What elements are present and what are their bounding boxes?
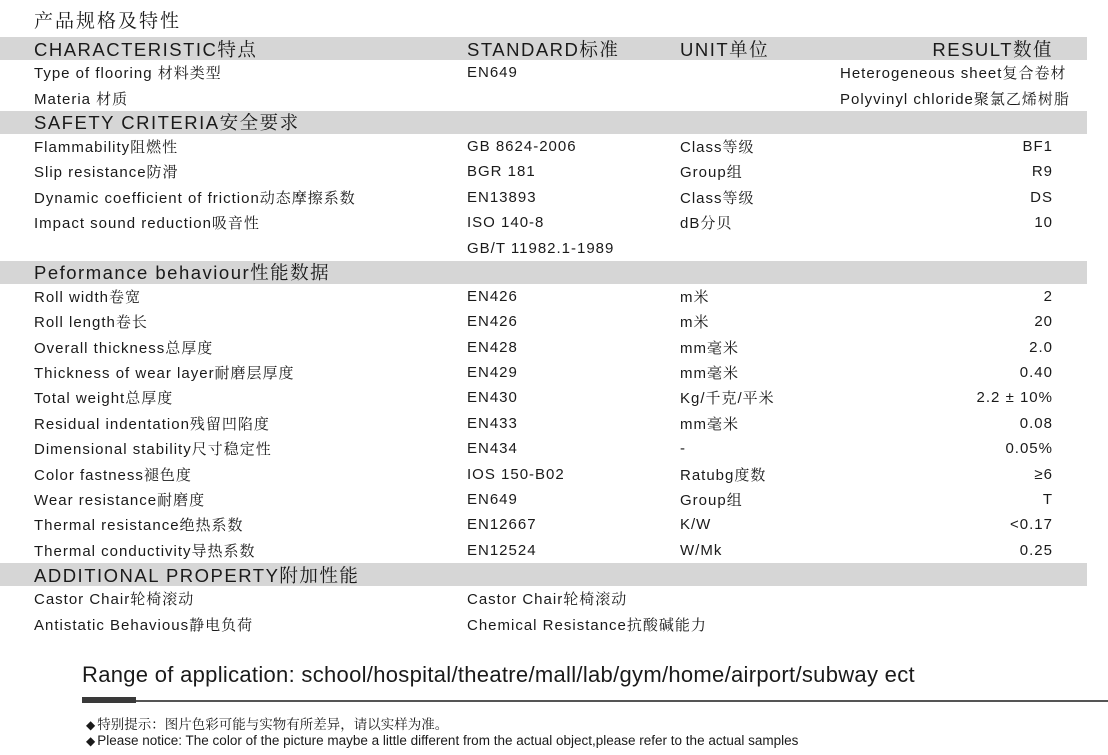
- row-name: Roll length卷长: [34, 314, 148, 332]
- page-title: 产品规格及特性: [34, 11, 182, 32]
- row-unit: Kg/千克/平米: [680, 390, 775, 408]
- row-name: Type of flooring 材料类型: [34, 65, 222, 83]
- table-row: [0, 335, 1087, 360]
- table-row: [0, 611, 1087, 636]
- row-result: Heterogeneous sheet复合卷材: [840, 65, 1067, 83]
- table-row: [0, 512, 1087, 537]
- row-standard: IOS 150-B02: [467, 465, 565, 483]
- row-unit: Group组: [680, 164, 743, 182]
- row-result: T: [1042, 491, 1053, 509]
- row-standard: EN649: [467, 64, 518, 82]
- row-name: Slip resistance防滑: [34, 164, 179, 182]
- section-header-performance: [0, 261, 1087, 284]
- row-standard: EN13893: [467, 188, 537, 206]
- application-range: Range of application: school/hospital/theatre/mall/lab/gym/home/airport/subway ect: [82, 662, 915, 687]
- section-title: SAFETY CRITERIA安全要求: [34, 112, 300, 134]
- row-standard: EN426: [467, 313, 518, 331]
- row-standard: EN433: [467, 414, 518, 432]
- row-result: BF1: [1022, 137, 1053, 155]
- row-result: 0.05%: [1005, 440, 1053, 458]
- row-name: Dimensional stability尺寸稳定性: [34, 441, 272, 459]
- table-row: [0, 360, 1087, 385]
- row-standard: EN649: [467, 491, 518, 509]
- row-unit: mm毫米: [680, 415, 739, 433]
- row-name: Thermal conductivity导热系数: [34, 542, 256, 560]
- row-standard: BGR 181: [467, 163, 536, 181]
- row-result: 0.40: [1019, 364, 1053, 382]
- row-standard: GB/T 11982.1-1989: [467, 239, 615, 257]
- row-standard: EN429: [467, 364, 518, 382]
- row-result: 20: [1034, 313, 1053, 331]
- row-name: Residual indentation残留凹陷度: [34, 415, 270, 433]
- diamond-bullet-icon: ◆: [86, 718, 96, 732]
- row-unit: mm毫米: [680, 339, 739, 357]
- row-unit: K/W: [680, 516, 712, 534]
- header-standard: STANDARD标准: [467, 38, 620, 60]
- table-row: [0, 586, 1087, 611]
- row-unit: dB分贝: [680, 215, 733, 233]
- row-unit: m米: [680, 288, 710, 306]
- row-unit: mm毫米: [680, 365, 739, 383]
- row-result: 0.08: [1019, 414, 1053, 432]
- notice-text-cn: 特别提示：图片色彩可能与实物有所差异，请以实样为准。: [97, 717, 449, 732]
- row-property-right: Chemical Resistance抗酸碱能力: [467, 616, 707, 634]
- row-standard: EN12524: [467, 541, 537, 559]
- row-result: ≥6: [1034, 465, 1053, 483]
- table-header: [0, 37, 1087, 60]
- row-standard: GB 8624-2006: [467, 137, 577, 155]
- divider: [82, 700, 1108, 702]
- diamond-bullet-icon: ◆: [86, 734, 96, 748]
- row-name: Impact sound reduction吸音性: [34, 215, 260, 233]
- row-result: 0.25: [1019, 541, 1053, 559]
- row-result: <0.17: [1010, 516, 1053, 534]
- row-unit: W/Mk: [680, 541, 723, 559]
- row-name: Wear resistance耐磨度: [34, 492, 206, 510]
- row-name: Dynamic coefficient of friction动态摩擦系数: [34, 189, 356, 207]
- table-row: [0, 60, 1087, 85]
- table-row: [0, 235, 1087, 260]
- notice-line: [86, 733, 798, 749]
- header-characteristic: CHARACTERISTIC特点: [34, 38, 258, 60]
- row-name: Flammability阻燃性: [34, 138, 179, 156]
- table-row: [0, 159, 1087, 184]
- table-row: [0, 487, 1087, 512]
- row-unit: m米: [680, 314, 710, 332]
- row-name: Thermal resistance绝热系数: [34, 517, 244, 535]
- header-unit: UNIT单位: [680, 38, 770, 60]
- row-name: Color fastness褪色度: [34, 466, 192, 484]
- row-result: Polyvinyl chloride聚氯乙烯树脂: [840, 90, 1070, 108]
- row-standard: EN426: [467, 287, 518, 305]
- spec-table: [0, 37, 1087, 637]
- row-name: Overall thickness总厚度: [34, 339, 214, 357]
- table-row: [0, 436, 1087, 461]
- row-standard: EN434: [467, 440, 518, 458]
- table-row: [0, 411, 1087, 436]
- row-name: Total weight总厚度: [34, 390, 174, 408]
- row-result: DS: [1030, 188, 1053, 206]
- table-row: [0, 538, 1087, 563]
- row-property-left: Castor Chair轮椅滚动: [34, 591, 195, 609]
- row-name: Roll width卷宽: [34, 288, 142, 306]
- table-row: [0, 185, 1087, 210]
- table-row: [0, 284, 1087, 309]
- row-result: 10: [1034, 214, 1053, 232]
- table-row: [0, 210, 1087, 235]
- row-standard: EN12667: [467, 516, 537, 534]
- row-result: 2.0: [1029, 338, 1053, 356]
- notice-text-en: Please notice: The color of the picture maybe a little different from the actual object,please refer to the actual samples: [97, 733, 799, 748]
- row-unit: Class等级: [680, 189, 755, 207]
- row-result: 2: [1043, 287, 1053, 305]
- notice-block: [86, 717, 798, 749]
- row-unit: -: [680, 440, 686, 458]
- table-row: [0, 461, 1087, 486]
- row-standard: EN428: [467, 338, 518, 356]
- table-row: [0, 309, 1087, 334]
- row-property-left: Antistatic Behavious静电负荷: [34, 616, 254, 634]
- notice-line: [86, 717, 798, 733]
- row-name: Materia 材质: [34, 90, 129, 108]
- row-unit: Group组: [680, 492, 743, 510]
- row-result: 2.2 ± 10%: [976, 389, 1053, 407]
- row-name: Thickness of wear layer耐磨层厚度: [34, 365, 295, 383]
- section-title: ADDITIONAL PROPERTY附加性能: [34, 564, 360, 586]
- table-row: [0, 385, 1087, 410]
- section-header-additional: [0, 563, 1087, 586]
- header-result: RESULT数值: [932, 38, 1053, 60]
- section-header-safety: [0, 111, 1087, 134]
- table-row: [0, 85, 1087, 110]
- divider-accent: [82, 697, 136, 703]
- row-result: R9: [1031, 163, 1053, 181]
- table-row: [0, 134, 1087, 159]
- row-property-right: Castor Chair轮椅滚动: [467, 591, 628, 609]
- row-unit: Ratubg度数: [680, 466, 767, 484]
- row-unit: Class等级: [680, 138, 755, 156]
- section-title: Peformance behaviour性能数据: [34, 262, 331, 284]
- row-standard: ISO 140-8: [467, 214, 545, 232]
- row-standard: EN430: [467, 389, 518, 407]
